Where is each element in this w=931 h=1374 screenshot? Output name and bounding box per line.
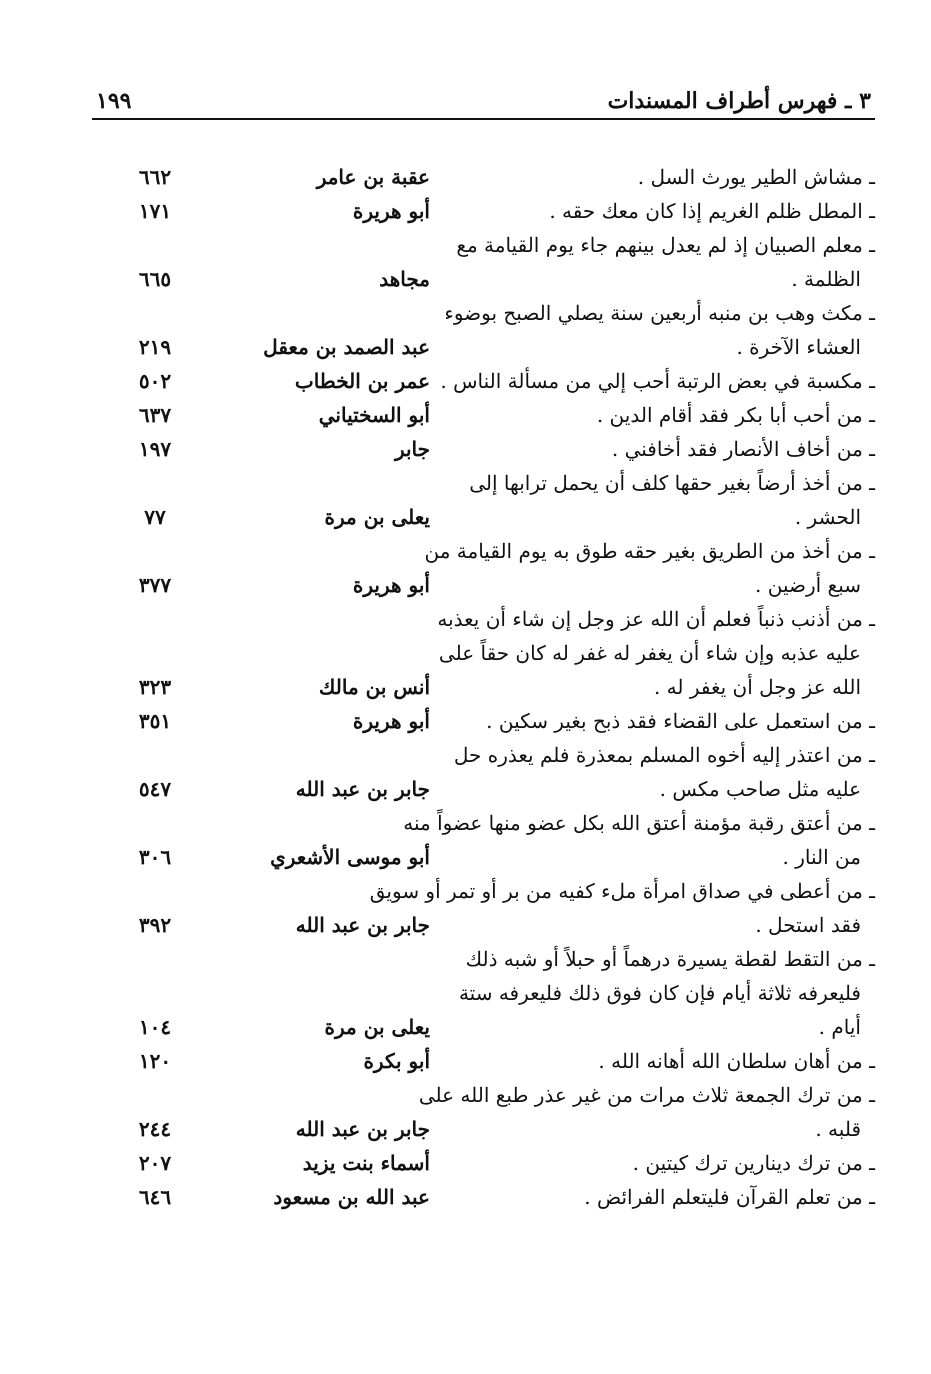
- index-entry: [0, 160, 931, 194]
- reference-page-number: ٥٠٢: [138, 369, 172, 393]
- hadith-line: ـ من أعطى في صداق امرأة ملء كفيه من بر أو تمر أو سويق: [369, 879, 875, 903]
- narrator-name: أبو هريرة: [352, 199, 430, 223]
- hadith-text: [403, 806, 875, 874]
- hadith-text: [450, 194, 875, 228]
- hadith-line: ـ من استعمل على القضاء فقد ذبح بغير سكين .: [486, 709, 875, 733]
- narrator-name: جابر: [394, 437, 430, 461]
- narrator-name: مجاهد: [379, 267, 430, 291]
- narrator-name: أبو موسى الأشعري: [270, 845, 430, 869]
- hadith-line: قلبه .: [815, 1117, 861, 1141]
- reference-page-number: ١٩٧: [138, 437, 172, 461]
- reference-page-number: ٣٥١: [138, 709, 172, 733]
- hadith-line: ـ من أهان سلطان الله أهانه الله .: [598, 1049, 875, 1073]
- narrator-name: أنس بن مالك: [318, 675, 430, 699]
- hadith-text: [369, 874, 875, 942]
- hadith-text: [450, 942, 875, 1044]
- hadith-line: ـ من ترك الجمعة ثلاث مرات من غير عذر طبع الله على: [418, 1083, 875, 1107]
- reference-page-number: ٦٤٦: [138, 1185, 172, 1209]
- hadith-line: ـ من التقط لقطة يسيرة درهماً أو حبلاً أو شبه ذلك: [465, 947, 875, 971]
- index-entry: [0, 194, 931, 228]
- index-entry: [0, 738, 931, 806]
- hadith-text: [450, 1180, 875, 1214]
- hadith-text: [440, 364, 875, 398]
- index-entry: [0, 466, 931, 534]
- index-entry: [0, 1078, 931, 1146]
- hadith-line: ـ من ترك دينارين ترك كيتين .: [632, 1151, 875, 1175]
- page-number: ١٩٩: [96, 88, 132, 114]
- index-entry: [0, 296, 931, 364]
- index-entry: [0, 228, 931, 296]
- hadith-line: ـ مكث وهب بن منبه أربعين سنة يصلي الصبح بوضوء: [444, 301, 875, 325]
- narrator-name: عمر بن الخطاب: [294, 369, 430, 393]
- narrator-name: يعلى بن مرة: [324, 505, 430, 529]
- reference-page-number: ٥٤٧: [138, 777, 172, 801]
- reference-page-number: ٦٣٧: [138, 403, 172, 427]
- hadith-line: فليعرفه ثلاثة أيام فإن كان فوق ذلك فليعرفه ستة: [458, 981, 861, 1005]
- reference-page-number: ٣٢٣: [138, 675, 172, 699]
- narrator-name: أبو بكرة: [363, 1049, 430, 1073]
- index-entry: [0, 1146, 931, 1180]
- index-entry: [0, 874, 931, 942]
- hadith-line: ـ من أعتق رقبة مؤمنة أعتق الله بكل عضو منها عضواً منه: [403, 811, 875, 835]
- hadith-text: [418, 1078, 875, 1146]
- section-title: ٣ ـ فهرس أطراف المسندات: [607, 88, 871, 114]
- hadith-text: [450, 1044, 875, 1078]
- reference-page-number: ١٧١: [138, 199, 172, 223]
- reference-page-number: ١٠٤: [138, 1015, 172, 1039]
- index-entry: [0, 534, 931, 602]
- reference-page-number: ٢٠٧: [138, 1151, 172, 1175]
- reference-page-number: ٢١٩: [138, 335, 172, 359]
- hadith-text: [450, 398, 875, 432]
- reference-page-number: ٢٤٤: [138, 1117, 172, 1141]
- narrator-name: أسماء بنت يزيد: [302, 1151, 430, 1175]
- hadith-text: [444, 296, 875, 364]
- narrator-name: عبد الله بن مسعود: [273, 1185, 430, 1209]
- hadith-text: [450, 738, 875, 806]
- index-entry: [0, 1180, 931, 1214]
- hadith-text: [450, 1146, 875, 1180]
- narrator-name: أبو هريرة: [352, 709, 430, 733]
- reference-page-number: ٣٩٢: [138, 913, 172, 937]
- hadith-line: ـ من أحب أبا بكر فقد أقام الدين .: [596, 403, 875, 427]
- narrator-name: جابر بن عبد الله: [295, 913, 430, 937]
- reference-page-number: ٦٦٢: [138, 165, 172, 189]
- hadith-text: [450, 704, 875, 738]
- narrator-name: عبد الصمد بن معقل: [263, 335, 430, 359]
- hadith-line: سبع أرضين .: [755, 573, 861, 597]
- hadith-line: الله عز وجل أن يغفر له .: [653, 675, 861, 699]
- narrator-name: أبو هريرة: [352, 573, 430, 597]
- hadith-line: الحشر .: [794, 505, 861, 529]
- index-entry: [0, 602, 931, 704]
- index-entry: [0, 432, 931, 466]
- hadith-line: ـ من أخذ أرضاً بغير حقها كلف أن يحمل ترابها إلى: [469, 471, 875, 495]
- hadith-text: [450, 432, 875, 466]
- hadith-line: ـ من أخذ من الطريق بغير حقه طوق به يوم القيامة من: [424, 539, 875, 563]
- reference-page-number: ٣٧٧: [138, 573, 172, 597]
- hadith-text: [450, 160, 875, 194]
- hadith-line: ـ المطل ظلم الغريم إذا كان معك حقه .: [549, 199, 875, 223]
- index-entry: [0, 398, 931, 432]
- hadith-line: ـ من أذنب ذنباً فعلم أن الله عز وجل إن شاء أن يعذبه: [437, 607, 875, 631]
- index-entry: [0, 364, 931, 398]
- index-entry: [0, 704, 931, 738]
- hadith-line: ـ من تعلم القرآن فليتعلم الفرائض .: [584, 1185, 875, 1209]
- narrator-name: عقبة بن عامر: [316, 165, 430, 189]
- index-entry: [0, 1044, 931, 1078]
- hadith-text: [437, 602, 875, 704]
- reference-page-number: ٦٦٥: [138, 267, 172, 291]
- narrator-name: جابر بن عبد الله: [295, 1117, 430, 1141]
- hadith-text: [450, 228, 875, 296]
- hadith-line: ـ من أخاف الأنصار فقد أخافني .: [611, 437, 875, 461]
- hadith-line: عليه مثل صاحب مكس .: [659, 777, 861, 801]
- hadith-line: عليه عذبه وإن شاء أن يغفر له غفر له كان حقاً على: [438, 641, 861, 665]
- index-entry: [0, 942, 931, 1044]
- hadith-line: ـ مشاش الطير يورث السل .: [637, 165, 875, 189]
- hadith-line: من النار .: [782, 845, 861, 869]
- narrator-name: جابر بن عبد الله: [295, 777, 430, 801]
- reference-page-number: ٣٠٦: [138, 845, 172, 869]
- hadith-line: فقد استحل .: [755, 913, 861, 937]
- hadith-line: أيام .: [818, 1015, 861, 1039]
- hadith-line: ـ معلم الصبيان إذ لم يعدل بينهم جاء يوم القيامة مع: [456, 233, 875, 257]
- hadith-line: ـ مكسبة في بعض الرتبة أحب إلي من مسألة الناس .: [440, 369, 875, 393]
- reference-page-number: ١٢٠: [138, 1049, 172, 1073]
- hadith-line: الظلمة .: [791, 267, 861, 291]
- reference-page-number: ٧٧: [144, 505, 166, 529]
- hadith-text: [424, 534, 875, 602]
- hadith-line: ـ من اعتذر إليه أخوه المسلم بمعذرة فلم يعذره حل: [453, 743, 875, 767]
- index-entry: [0, 806, 931, 874]
- hadith-text: [450, 466, 875, 534]
- hadith-line: العشاء الآخرة .: [736, 335, 861, 359]
- narrator-name: أبو السختياني: [318, 403, 430, 427]
- narrator-name: يعلى بن مرة: [324, 1015, 430, 1039]
